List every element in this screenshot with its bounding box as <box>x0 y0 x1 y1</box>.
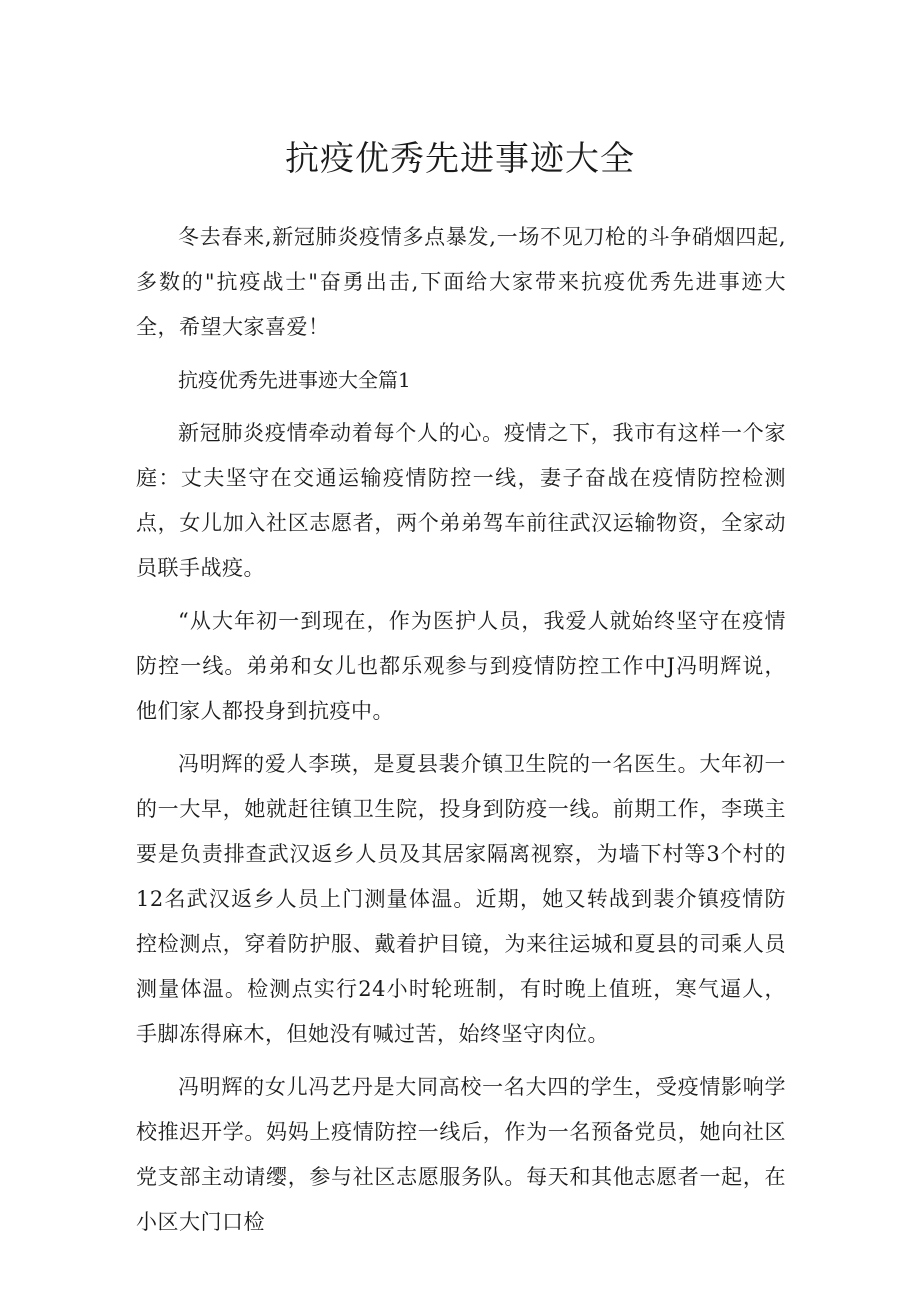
document-body <box>136 215 786 1245</box>
body-paragraph-4: 冯明辉的女儿冯艺丹是大同高校一名大四的学生，受疫情影响学校推迟开学。妈妈上疫情防控一线后，作为一名预备党员，她向社区党支部主动请缨，参与社区志愿服务队。每天和其他志愿者一起，在小区大门口检 <box>136 1075 786 1234</box>
body-paragraph-1: 新冠肺炎疫情牵动着每个人的心。疫情之下，我市有这样一个家庭：丈夫坚守在交通运输疫情防控一线，妻子奋战在疫情防控检测点，女儿加入社区志愿者，两个弟弟驾车前往武汉运输物资，全家动员联手战疫。 <box>136 421 786 580</box>
document-title: 抗疫优秀先进事迹大全 <box>285 139 635 179</box>
section-heading: 抗疫优秀先进事迹大全篇1 <box>178 368 411 392</box>
body-paragraph-3: 冯明辉的爱人李瑛，是夏县裴介镇卫生院的一名医生。大年初一的一大早，她就赶往镇卫生院，投身到防疫一线。前期工作，李瑛主要是负责排查武汉返乡人员及其居家隔离视察，为墙下村等3个村的12名武汉返乡人员上门测量体温。近期，她又转战到裴介镇疫情防控检测点，穿着防护服、戴着护目镜，为来往运城和夏县的司乘人员测量体温。检测点实行24小时轮班制，有时晚上值班，寒气逼人，手脚冻得麻木，但她没有喊过苦，始终坚守肉位。 <box>136 752 786 1046</box>
intro-paragraph: 冬去春来,新冠肺炎疫情多点暴发,一场不见刀枪的斗争硝烟四起,多数的"抗疫战士"奋勇出击,下面给大家带来抗疫优秀先进事迹大全，希望大家喜爱！ <box>136 225 786 339</box>
body-paragraph-2: “从大年初一到现在，作为医护人员，我爱人就始终坚守在疫情防控一线。弟弟和女儿也都乐观参与到疫情防控工作中J冯明辉说，他们家人都投身到抗疫中。 <box>136 609 786 723</box>
